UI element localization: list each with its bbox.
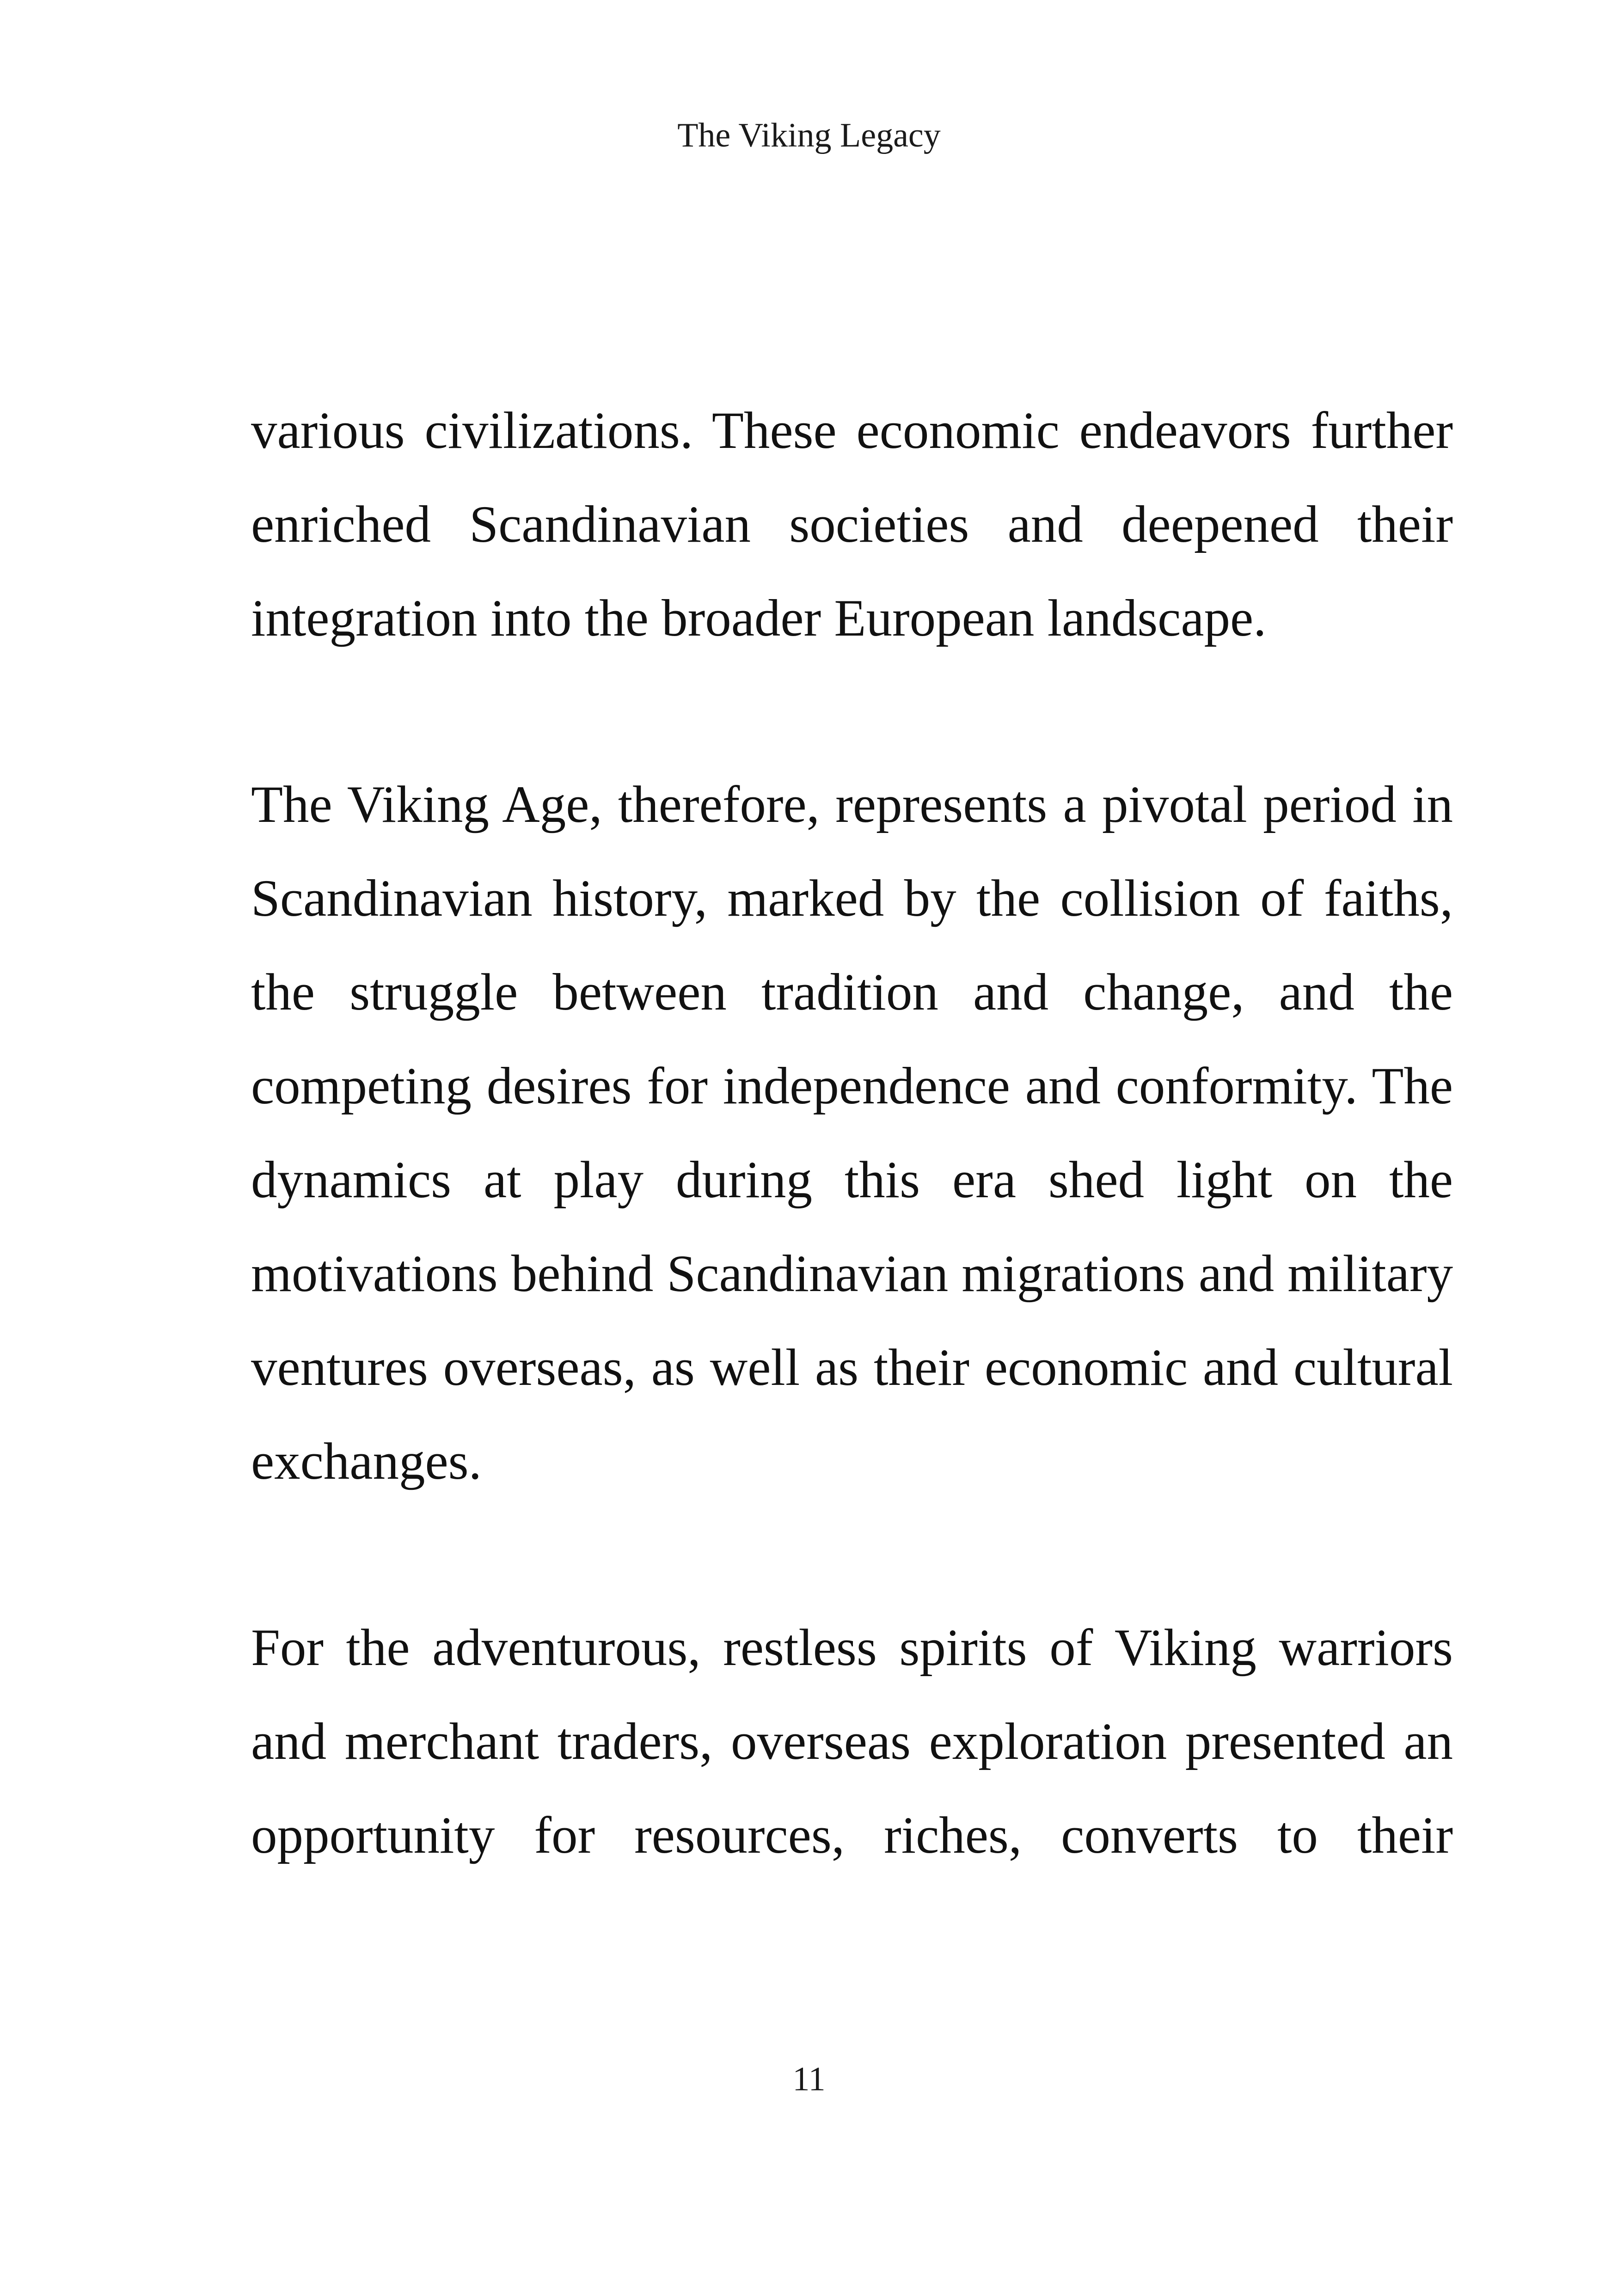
paragraph-1: various civilizations. These economic endeavors further enriched Scandinavian societies and deepened their integration into the broader European landscape. bbox=[251, 402, 1453, 647]
body-text bbox=[251, 384, 1453, 1882]
paragraph-2: The Viking Age, therefore, represents a pivotal period in Scandinavian history, marked by the collision of faiths, the struggle between tradition and change, and the competing desires for independence and conformity. The dynamics at play during this era shed light on the motivations behind Scandinavian migrations and military ventures overseas, as well as their economic and cultural exchanges. bbox=[251, 776, 1453, 1490]
running-header-title: The Viking Legacy bbox=[677, 116, 941, 154]
paragraph-3: For the adventurous, restless spirits of Viking warriors and merchant traders, overseas exploration presented an opportunity for resources, riches, converts to their bbox=[251, 1619, 1453, 1864]
page-number: 11 bbox=[792, 2060, 826, 2098]
